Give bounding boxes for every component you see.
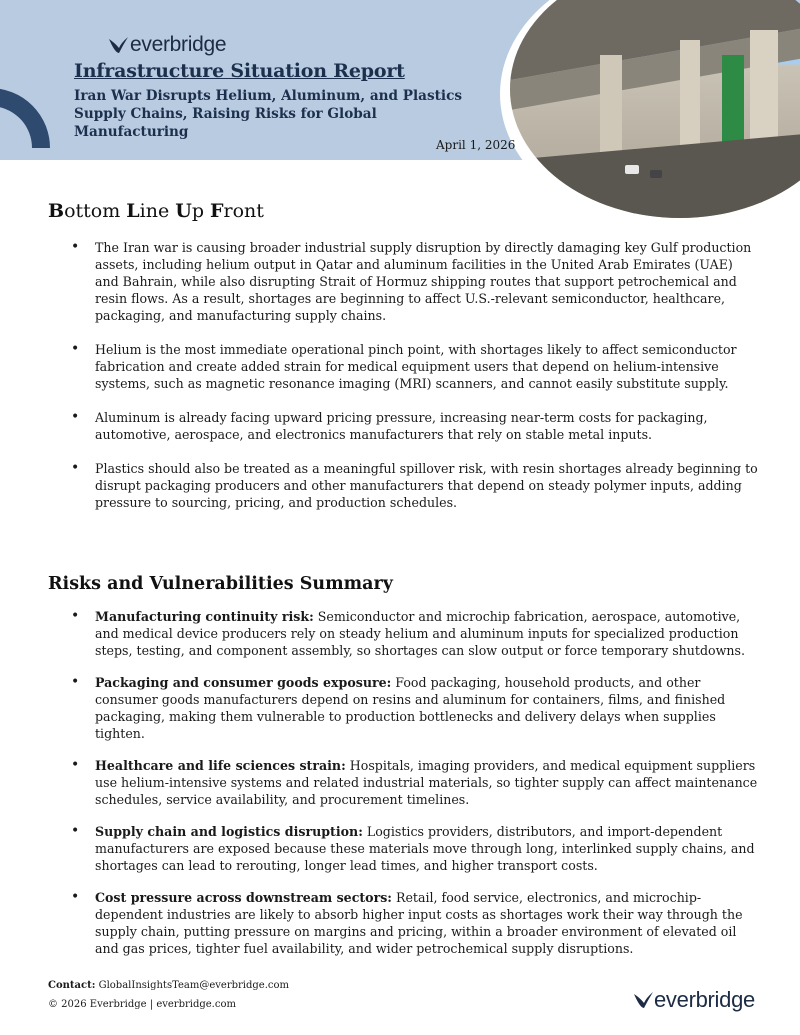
- risk-text: Hospitals, imaging providers, and medical equipment suppliers use helium-intensive systems and related industrial materials, so tighter supply can affect maintenance schedules, service availability, and procurement timelines.: [95, 758, 758, 807]
- footer-copyright: [48, 999, 236, 1010]
- risk-text: Logistics providers, distributors, and import-dependent manufacturers are exposed because these materials move through long, interlinked supply chains, and shortages can lead to rerouting, longer lead times, and higher transport costs.: [95, 824, 755, 873]
- highway-overpass-photo: [510, 0, 800, 218]
- list-item: [95, 823, 760, 874]
- risk-text: Food packaging, household products, and other consumer goods manufacturers depend on resins and aluminum for containers, films, and finished packaging, making them vulnerable to production bottlenecks and delivery delays when supplies tighten.: [95, 675, 726, 741]
- risks-list: [95, 608, 760, 972]
- list-item: • Helium is the most immediate operational pinch point, with shortages likely to affect semiconductor fabrication and create added strain for medical equipment users that depend on helium-intensive systems, such as magnetic resonance imaging (MRI) scanners, and cannot easily substitute supply.: [95, 341, 760, 392]
- list-item: • Aluminum is already facing upward pricing pressure, increasing near-term costs for packaging, automotive, aerospace, and electronics manufacturers that rely on stable metal inputs.: [95, 409, 760, 443]
- risk-label: Packaging and consumer goods exposure:: [95, 675, 392, 690]
- risk-text: Retail, food service, electronics, and microchip-dependent industries are likely to absorb higher input costs as shortages work their way through the supply chain, putting pressure on margins and pricing, within a broader environment of elevated oil and gas prices, tighter fuel availability, and wider petrochemical supply disruptions.: [95, 890, 743, 956]
- bluf-heading: Bottom Line Up Front: [48, 200, 264, 222]
- risk-label: Healthcare and life sciences strain:: [95, 758, 346, 773]
- copyright-text: © 2026 Everbridge: [48, 999, 147, 1010]
- contact-email[interactable]: GlobalInsightsTeam@everbridge.com: [98, 980, 289, 991]
- bluf-list: [95, 239, 760, 528]
- list-item: [95, 674, 760, 742]
- footer-separator: |: [149, 999, 154, 1010]
- report-subtitle: Iran War Disrupts Helium, Aluminum, and Plastics Supply Chains, Raising Risks for Global Manufacturing: [74, 88, 463, 140]
- list-item: • Plastics should also be treated as a meaningful spillover risk, with resin shortages already beginning to disrupt packaging producers and other manufacturers that depend on steady polymer inputs, adding pressure to sourcing, pricing, and production schedules.: [95, 460, 760, 511]
- list-item: [95, 889, 760, 957]
- header-photo-frame: [500, 0, 800, 228]
- risk-label: Cost pressure across downstream sectors:: [95, 890, 392, 905]
- risks-heading: Risks and Vulnerabilities Summary: [48, 574, 393, 594]
- list-item: [95, 608, 760, 659]
- list-item: [95, 757, 760, 808]
- everbridge-wing-icon: [632, 990, 654, 1010]
- logo-text: everbridge: [130, 33, 227, 56]
- everbridge-logo-footer: [632, 987, 755, 1013]
- list-item: • The Iran war is causing broader industrial supply disruption by directly damaging key Gulf production assets, including helium output in Qatar and aluminum facilities in the United Arab Emirates (UAE) and Bahrain, while also disrupting Strait of Hormuz shipping routes that support petrochemical and resin flows. As a result, shortages are beginning to affect U.S.-relevant semiconductor, healthcare, packaging, and manufacturing supply chains.: [95, 239, 760, 324]
- everbridge-logo: [107, 33, 226, 57]
- footer-contact: [48, 980, 289, 991]
- contact-label: Contact:: [48, 980, 96, 991]
- site-link[interactable]: everbridge.com: [156, 999, 236, 1010]
- report-date: April 1, 2026: [436, 138, 516, 152]
- logo-text: everbridge: [654, 987, 755, 1012]
- everbridge-wing-icon: [107, 35, 129, 55]
- report-title: Infrastructure Situation Report: [74, 60, 405, 82]
- risk-label: Supply chain and logistics disruption:: [95, 824, 363, 839]
- risk-label: Manufacturing continuity risk:: [95, 609, 314, 624]
- risk-text: Semiconductor and microchip fabrication, aerospace, automotive, and medical device producers rely on steady helium and aluminum inputs for specialized production steps, testing, and component assembly, so shortages can slow output or force temporary shutdowns.: [95, 609, 745, 658]
